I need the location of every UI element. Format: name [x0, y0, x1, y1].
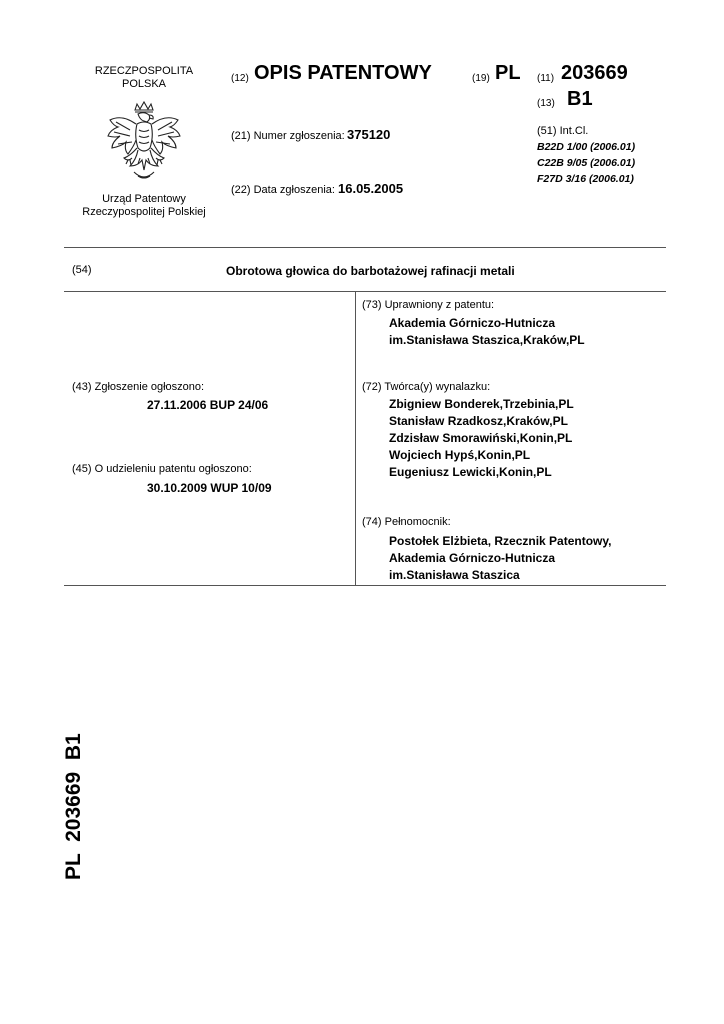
proprietor-list [389, 315, 585, 349]
attorney-list [389, 533, 612, 584]
country-name-line2: POLSKA [121, 78, 167, 90]
attorney-line: Akademia Górniczo-Hutnicza [389, 551, 556, 565]
invention-title: Obrotowa głowica do barbotażowej rafinacji metali [226, 264, 515, 278]
filing-date-label: (22) Data zgłoszenia: [231, 184, 335, 196]
polish-eagle-emblem [104, 100, 184, 186]
proprietor-line: Akademia Górniczo-Hutnicza [389, 316, 556, 330]
attorney-line: im.Stanisława Staszica [389, 568, 520, 582]
side-patent-label: PL 203669 B1 [62, 733, 85, 880]
patent-office-line2: Rzeczypospolitej Polskiej [82, 206, 206, 218]
inventor-item: Zdzisław Smorawiński,Konin,PL [389, 431, 573, 445]
intcl-label: (51) Int.Cl. [537, 125, 589, 137]
country-name-line1: RZECZPOSPOLITA [94, 65, 194, 77]
divider-top [64, 247, 666, 248]
divider-title [64, 291, 666, 292]
intcl-item: C22B 9/05 (2006.01) [537, 157, 636, 169]
intcl-list [537, 139, 635, 187]
inventors-label: (72) Twórca(y) wynalazku: [362, 381, 491, 393]
attorney-line: Postołek Elżbieta, Rzecznik Patentowy, [389, 534, 612, 548]
proprietor-line: im.Stanisława Staszica,Kraków,PL [389, 333, 585, 347]
publication-label: (43) Zgłoszenie ogłoszono: [72, 381, 205, 393]
inventor-item: Zbigniew Bonderek,Trzebinia,PL [389, 397, 574, 411]
kind-code: B1 [567, 88, 593, 110]
patent-office-line1: Urząd Patentowy [102, 193, 186, 205]
title-code: (54) [72, 264, 92, 276]
application-number: 375120 [347, 127, 391, 142]
attorney-label: (74) Pełnomocnik: [362, 516, 451, 528]
grant-label: (45) O udzieleniu patentu ogłoszono: [72, 463, 252, 475]
application-number-label: (21) Numer zgłoszenia: [231, 130, 345, 142]
inventor-item: Wojciech Hypś,Konin,PL [389, 448, 531, 462]
proprietor-label: (73) Uprawniony z patentu: [362, 299, 495, 311]
patent-number: 203669 [561, 62, 628, 84]
intcl-item: B22D 1/00 (2006.01) [537, 141, 636, 153]
publication-value: 27.11.2006 BUP 24/06 [147, 398, 269, 412]
code-13: (13) [537, 98, 555, 109]
code-19: (19) [472, 73, 490, 84]
filing-date: 16.05.2005 [338, 181, 404, 196]
inventor-item: Eugeniusz Lewicki,Konin,PL [389, 465, 552, 479]
document-type: OPIS PATENTOWY [254, 62, 432, 84]
code-11: (11) [537, 73, 555, 84]
inventors-list [389, 396, 574, 481]
divider-bottom [64, 585, 666, 586]
country-code: PL [495, 62, 521, 84]
grant-value: 30.10.2009 WUP 10/09 [147, 481, 272, 495]
inventor-item: Stanisław Rzadkosz,Kraków,PL [389, 414, 568, 428]
divider-vertical [355, 291, 356, 585]
intcl-item: F27D 3/16 (2006.01) [537, 173, 634, 185]
code-12: (12) [231, 73, 249, 84]
